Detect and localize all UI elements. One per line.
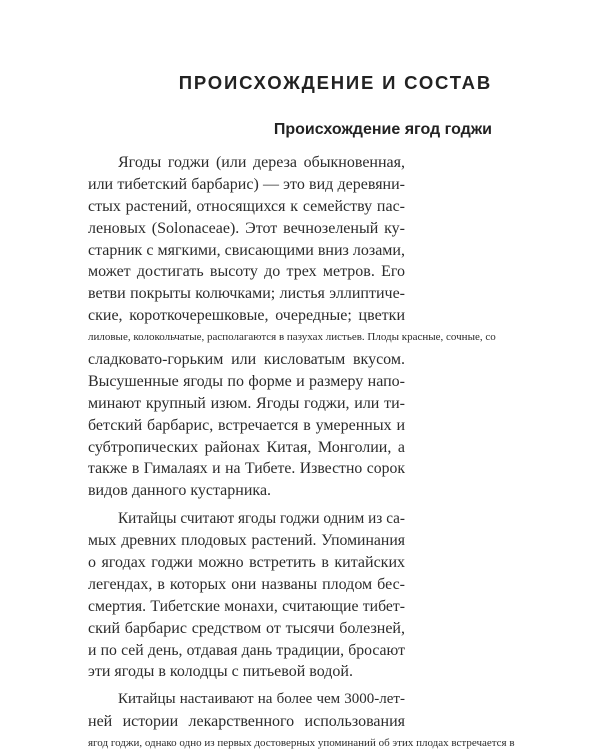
chapter-title: ПРОИСХОЖДЕНИЕ И СОСТАВ — [178, 72, 492, 93]
text-line: ский барбарис средством от тысячи болезней, — [88, 619, 405, 637]
text-line: ские, короткочерешковые, очередные; цветки — [88, 307, 405, 325]
text-line: Ягоды годжи (или дереза обыкновенная, — [118, 154, 405, 171]
text-line: эти ягоды в колодцы с питьевой водой. — [88, 663, 353, 681]
text-line: бетский барбарис, встречается в умеренных и — [88, 416, 405, 434]
text-line: ней истории лекарственного использования — [88, 713, 405, 731]
paragraph — [88, 689, 515, 755]
text-line: смертия. Тибетские монахи, считающие тибет- — [88, 597, 405, 615]
text-line: о ягодах годжи можно встретить в китайских — [88, 554, 405, 572]
section-title: Происхождение ягод годжи — [273, 121, 492, 138]
text-line: и по сей день, отдавая дань традиции, бросают — [88, 641, 405, 659]
text-line: стых растений, относящихся к семейству пас- — [88, 197, 405, 215]
text-line: может достигать высоту до трех метров. Его — [88, 263, 405, 281]
text-line: также в Гималаях и на Тибете. Известно сорок — [88, 460, 405, 478]
text-line: леновых (Solonaceae). Этот вечнозеленый ку- — [88, 219, 405, 237]
text-line: лиловые, колокольчатые, располагаются в пaзухах листьев. Плоды красные, сочные, со — [88, 331, 496, 344]
text-line: Высушенные ягоды по форме и размеру напо- — [88, 372, 405, 390]
text-line: ветви покрыты колючками; листья эллиптиче- — [88, 285, 405, 303]
paragraph — [88, 508, 405, 683]
body-text — [88, 152, 515, 755]
text-line: Китайцы настаивают на более чем 3000-лет- — [118, 691, 405, 708]
text-line: субтропических районах Китая, Монголии, а — [88, 438, 405, 456]
text-line: ягод годжи, однако одно из первых достоверных упоминаний об этих плодах встречается в — [88, 737, 515, 750]
text-line: минают крупный изюм. Ягоды годжи, или ти- — [88, 394, 405, 412]
text-line: старник с мягкими, свисающими вниз лозами, — [88, 241, 405, 259]
text-line: легендах, в которых они названы плодом бес- — [88, 575, 405, 593]
text-line: сладковато-горьким или кисловатым вкусом. — [88, 351, 405, 369]
text-line: мых древних плодовых растений. Упоминания — [88, 532, 405, 550]
text-line: или тибетский барбарис) — это вид деревяни- — [88, 175, 405, 193]
text-line: видов данного кустарника. — [88, 482, 272, 500]
text-line: Китайцы считают ягоды годжи одним из са- — [118, 510, 405, 528]
paragraph — [88, 152, 496, 502]
